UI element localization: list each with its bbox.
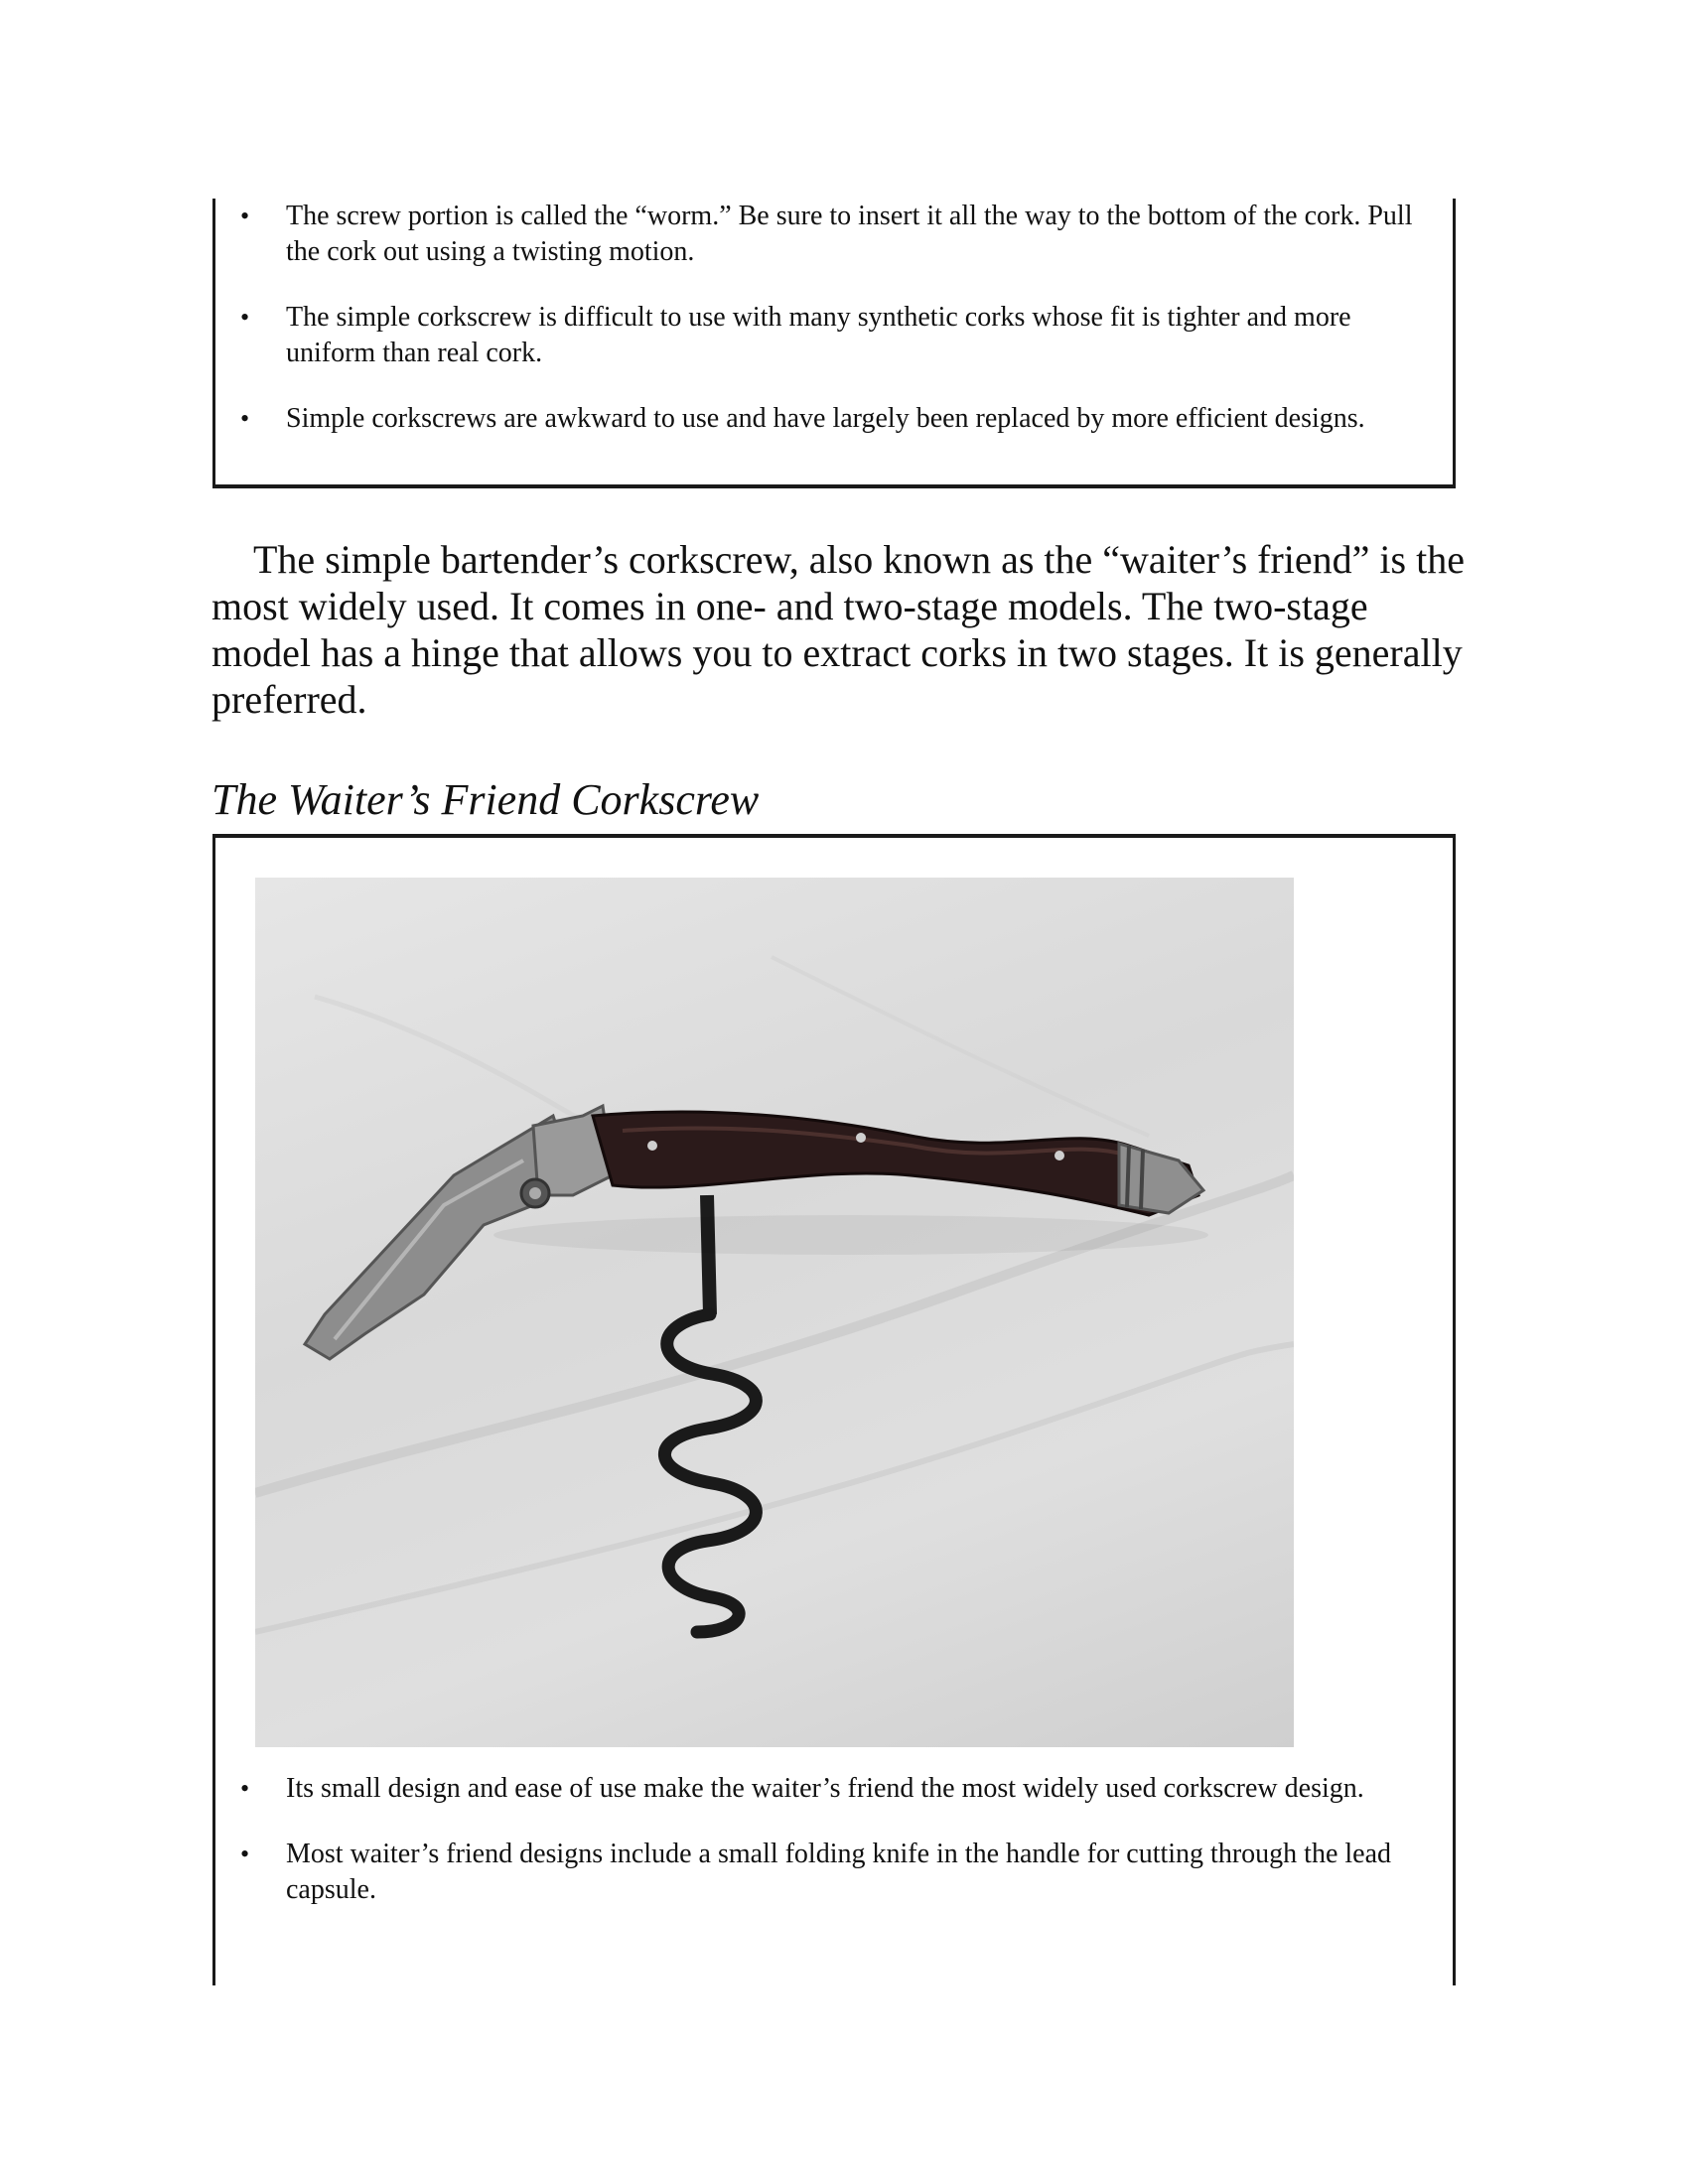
bullet-text: Simple corkscrews are awkward to use and have largely been replaced by more efficient designs.	[286, 403, 1365, 434]
list-item	[240, 199, 1438, 270]
bullet-glyph: •	[240, 1774, 250, 1803]
list-item	[240, 1837, 1438, 1908]
bullet-glyph: •	[240, 404, 250, 433]
list-item	[240, 401, 1438, 437]
bullet-glyph: •	[240, 202, 250, 230]
list-item	[240, 1771, 1438, 1807]
bullet-text: The screw portion is called the “worm.” Be sure to insert it all the way to the bottom of the cork. Pull the cork out using a twisting motion.	[286, 201, 1413, 267]
bullet-text: Its small design and ease of use make the waiter’s friend the most widely used corkscrew design.	[286, 1773, 1364, 1804]
corkscrew-illustration	[255, 878, 1294, 1747]
top-info-box	[212, 199, 1456, 488]
bullet-glyph: •	[240, 303, 250, 332]
bullet-text: The simple corkscrew is difficult to use with many synthetic corks whose fit is tighter and more uniform than real cork.	[286, 302, 1351, 368]
bottom-bullet-list	[240, 1771, 1438, 1938]
body-paragraph: The simple bartender’s corkscrew, also known as the “waiter’s friend” is the most widely used. It comes in one- and two-stage models. The two-stage model has a hinge that allows you to extract corks in two stages. It is generally preferred.	[211, 537, 1465, 722]
top-bullet-list	[240, 199, 1438, 467]
list-item	[240, 300, 1438, 371]
section-heading: The Waiter’s Friend Corkscrew	[211, 775, 760, 824]
bullet-glyph: •	[240, 1840, 250, 1868]
bullet-text: Most waiter’s friend designs include a small folding knife in the handle for cutting through the lead capsule.	[286, 1839, 1391, 1905]
corkscrew-info-box	[212, 834, 1456, 1985]
corkscrew-photo	[255, 878, 1294, 1747]
